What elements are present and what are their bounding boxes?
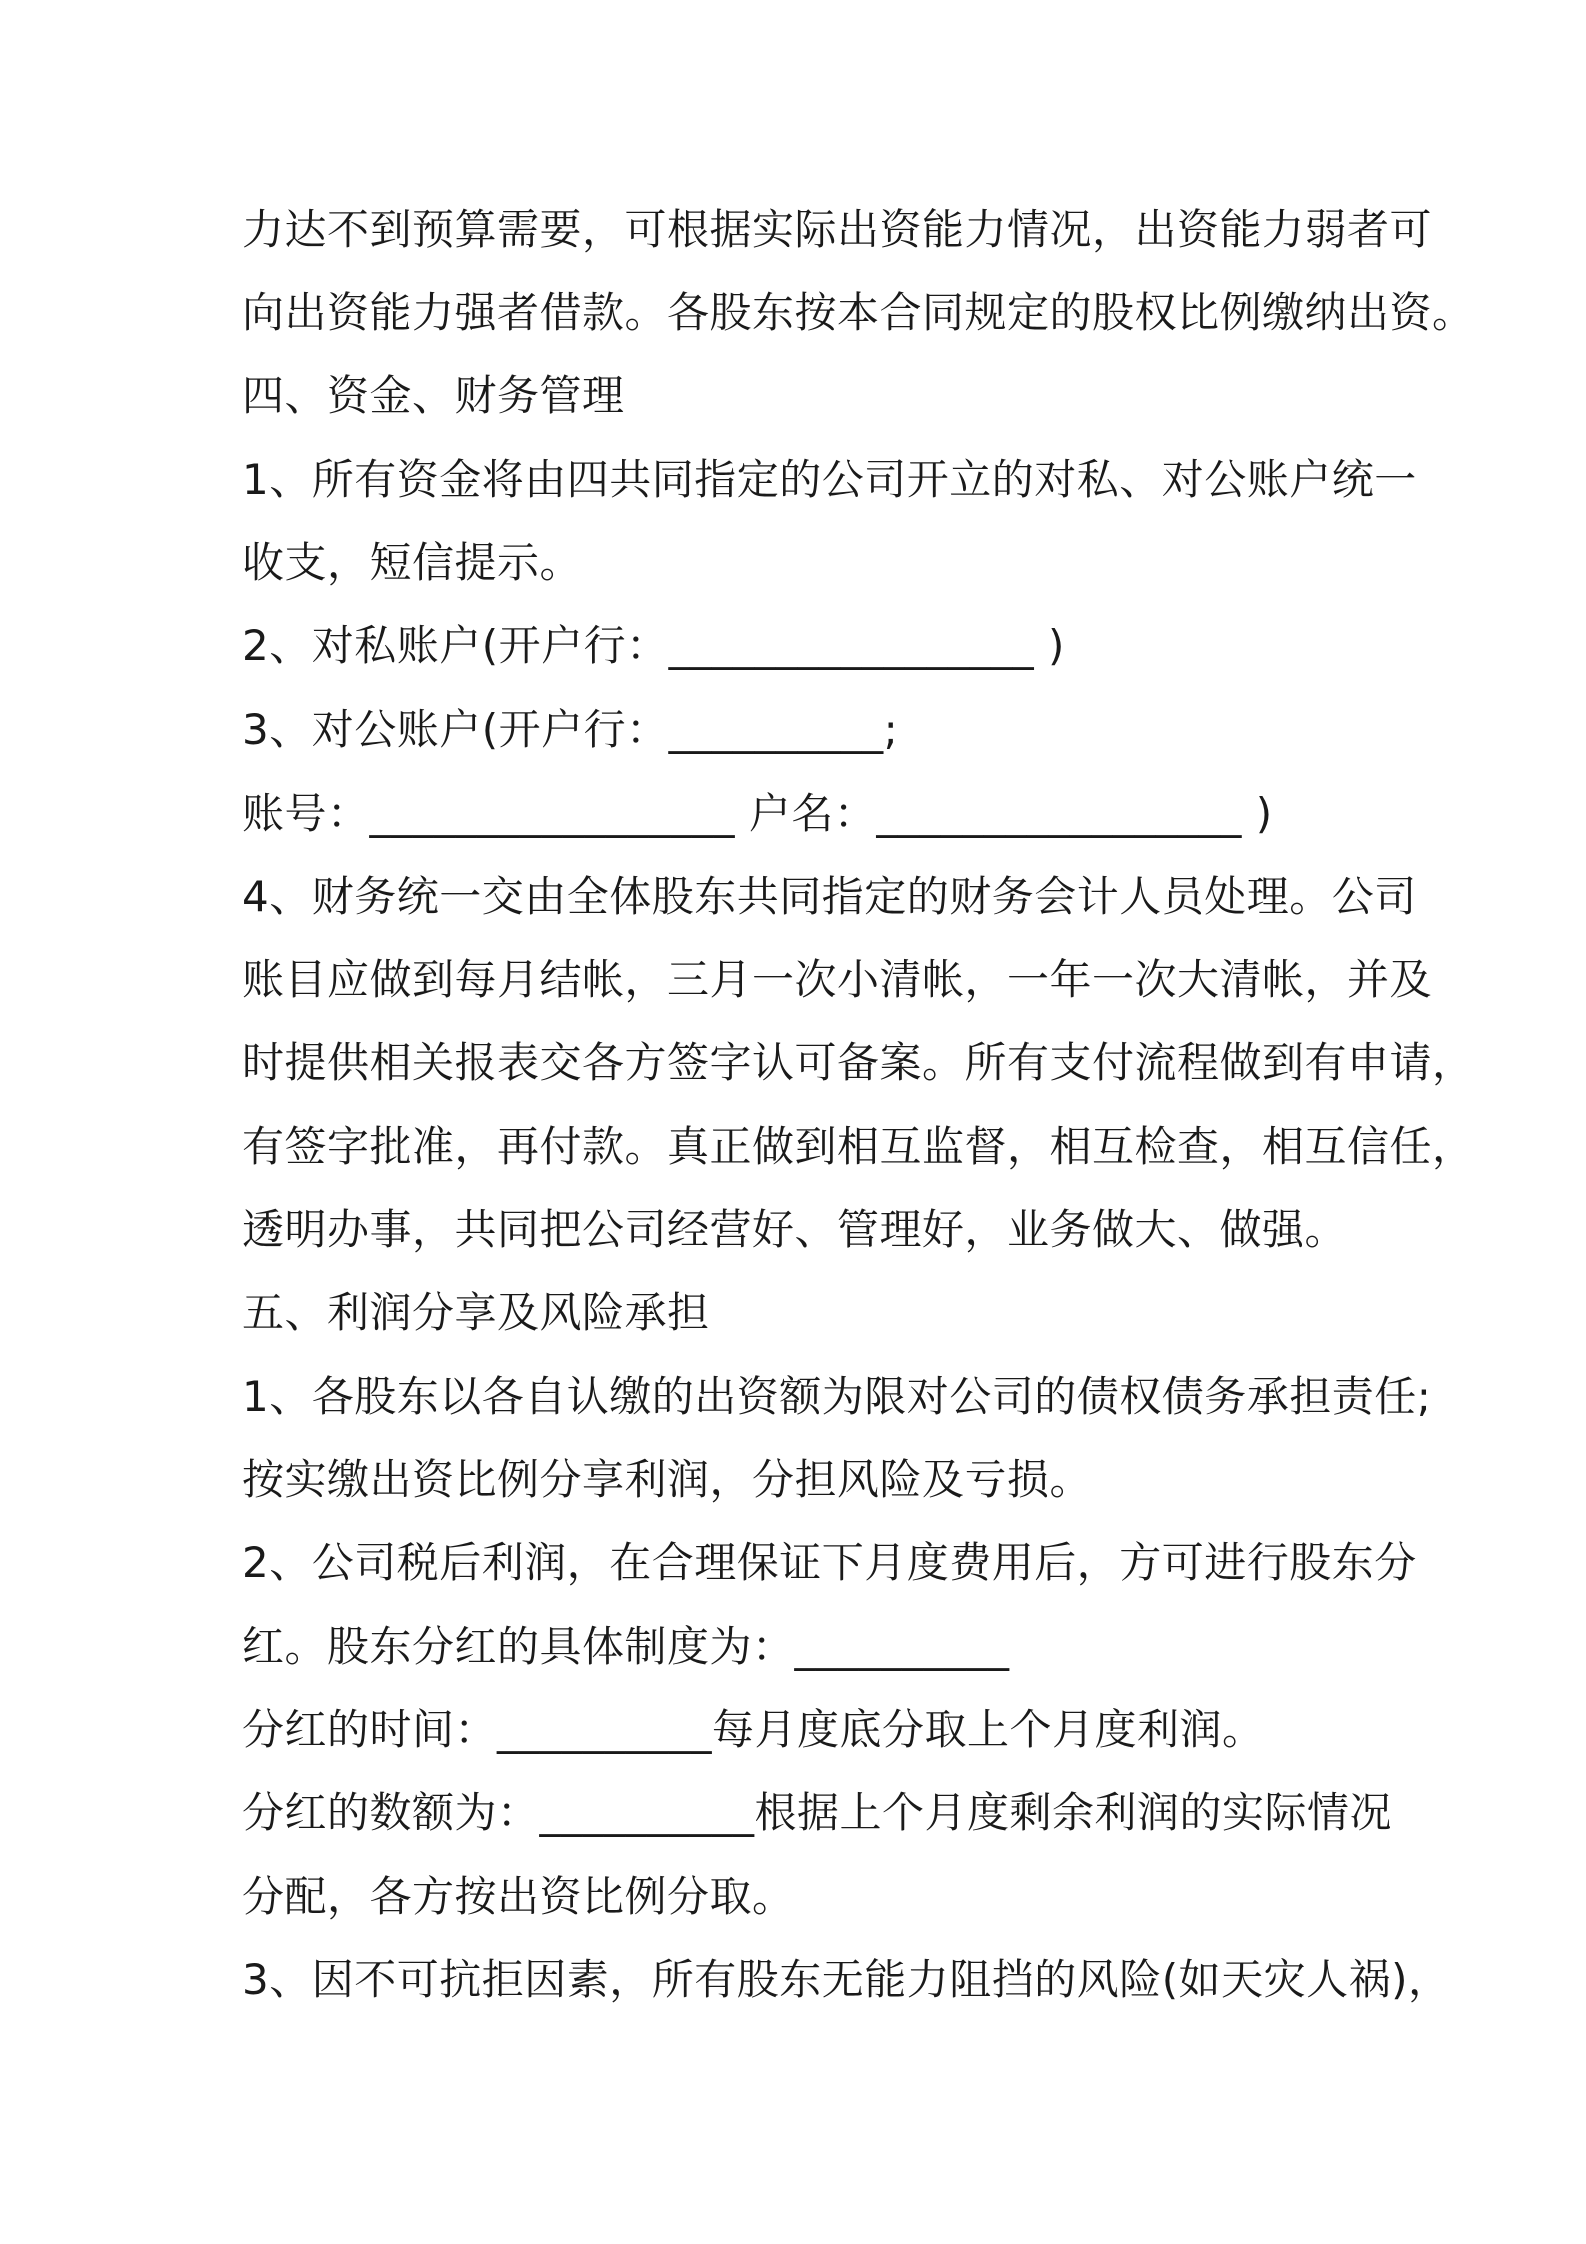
- text-line: 账号：_________________ 户名：_________________ ): [242, 789, 1273, 838]
- text-line: 2、对私账户(开户行：_________________ ): [242, 621, 1065, 670]
- text-line: 3、对公账户(开户行：__________;: [242, 705, 899, 754]
- text-line: 1、所有资金将由四共同指定的公司开立的对私、对公账户统一: [242, 455, 1417, 504]
- text-line: 收支，短信提示。: [242, 538, 583, 587]
- section-heading: 四、资金、财务管理: [242, 371, 625, 420]
- text-line: 向出资能力强者借款。各股东按本合同规定的股权比例缴纳出资。: [242, 288, 1475, 337]
- text-line: 4、财务统一交由全体股东共同指定的财务会计人员处理。公司: [242, 872, 1417, 921]
- text-line: 账目应做到每月结帐，三月一次小清帐，一年一次大清帐，并及: [242, 955, 1433, 1004]
- text-line: 有签字批准，再付款。真正做到相互监督，相互检查，相互信任，: [242, 1122, 1475, 1171]
- text-line: 分红的时间：__________每月度底分取上个月度利润。: [242, 1705, 1265, 1754]
- section-heading: 五、利润分享及风险承担: [242, 1288, 710, 1337]
- text-line: 时提供相关报表交各方签字认可备案。所有支付流程做到有申请，: [242, 1038, 1475, 1087]
- text-line: 按实缴出资比例分享利润，分担风险及亏损。: [242, 1455, 1093, 1504]
- text-line: 分红的数额为：__________根据上个月度剩余利润的实际情况: [242, 1788, 1393, 1837]
- text-line: 2、公司税后利润，在合理保证下月度费用后，方可进行股东分: [242, 1538, 1417, 1587]
- text-line: 透明办事，共同把公司经营好、管理好，业务做大、做强。: [242, 1205, 1348, 1254]
- text-line: 力达不到预算需要，可根据实际出资能力情况，出资能力弱者可: [242, 205, 1433, 254]
- text-line: 1、各股东以各自认缴的出资额为限对公司的债权债务承担责任;: [242, 1372, 1432, 1421]
- text-line: 3、因不可抗拒因素，所有股东无能力阻挡的风险(如天灾人祸)，: [242, 1955, 1451, 2004]
- text-line: 红。股东分红的具体制度为：__________: [242, 1622, 1010, 1671]
- text-line: 分配，各方按出资比例分取。: [242, 1872, 795, 1921]
